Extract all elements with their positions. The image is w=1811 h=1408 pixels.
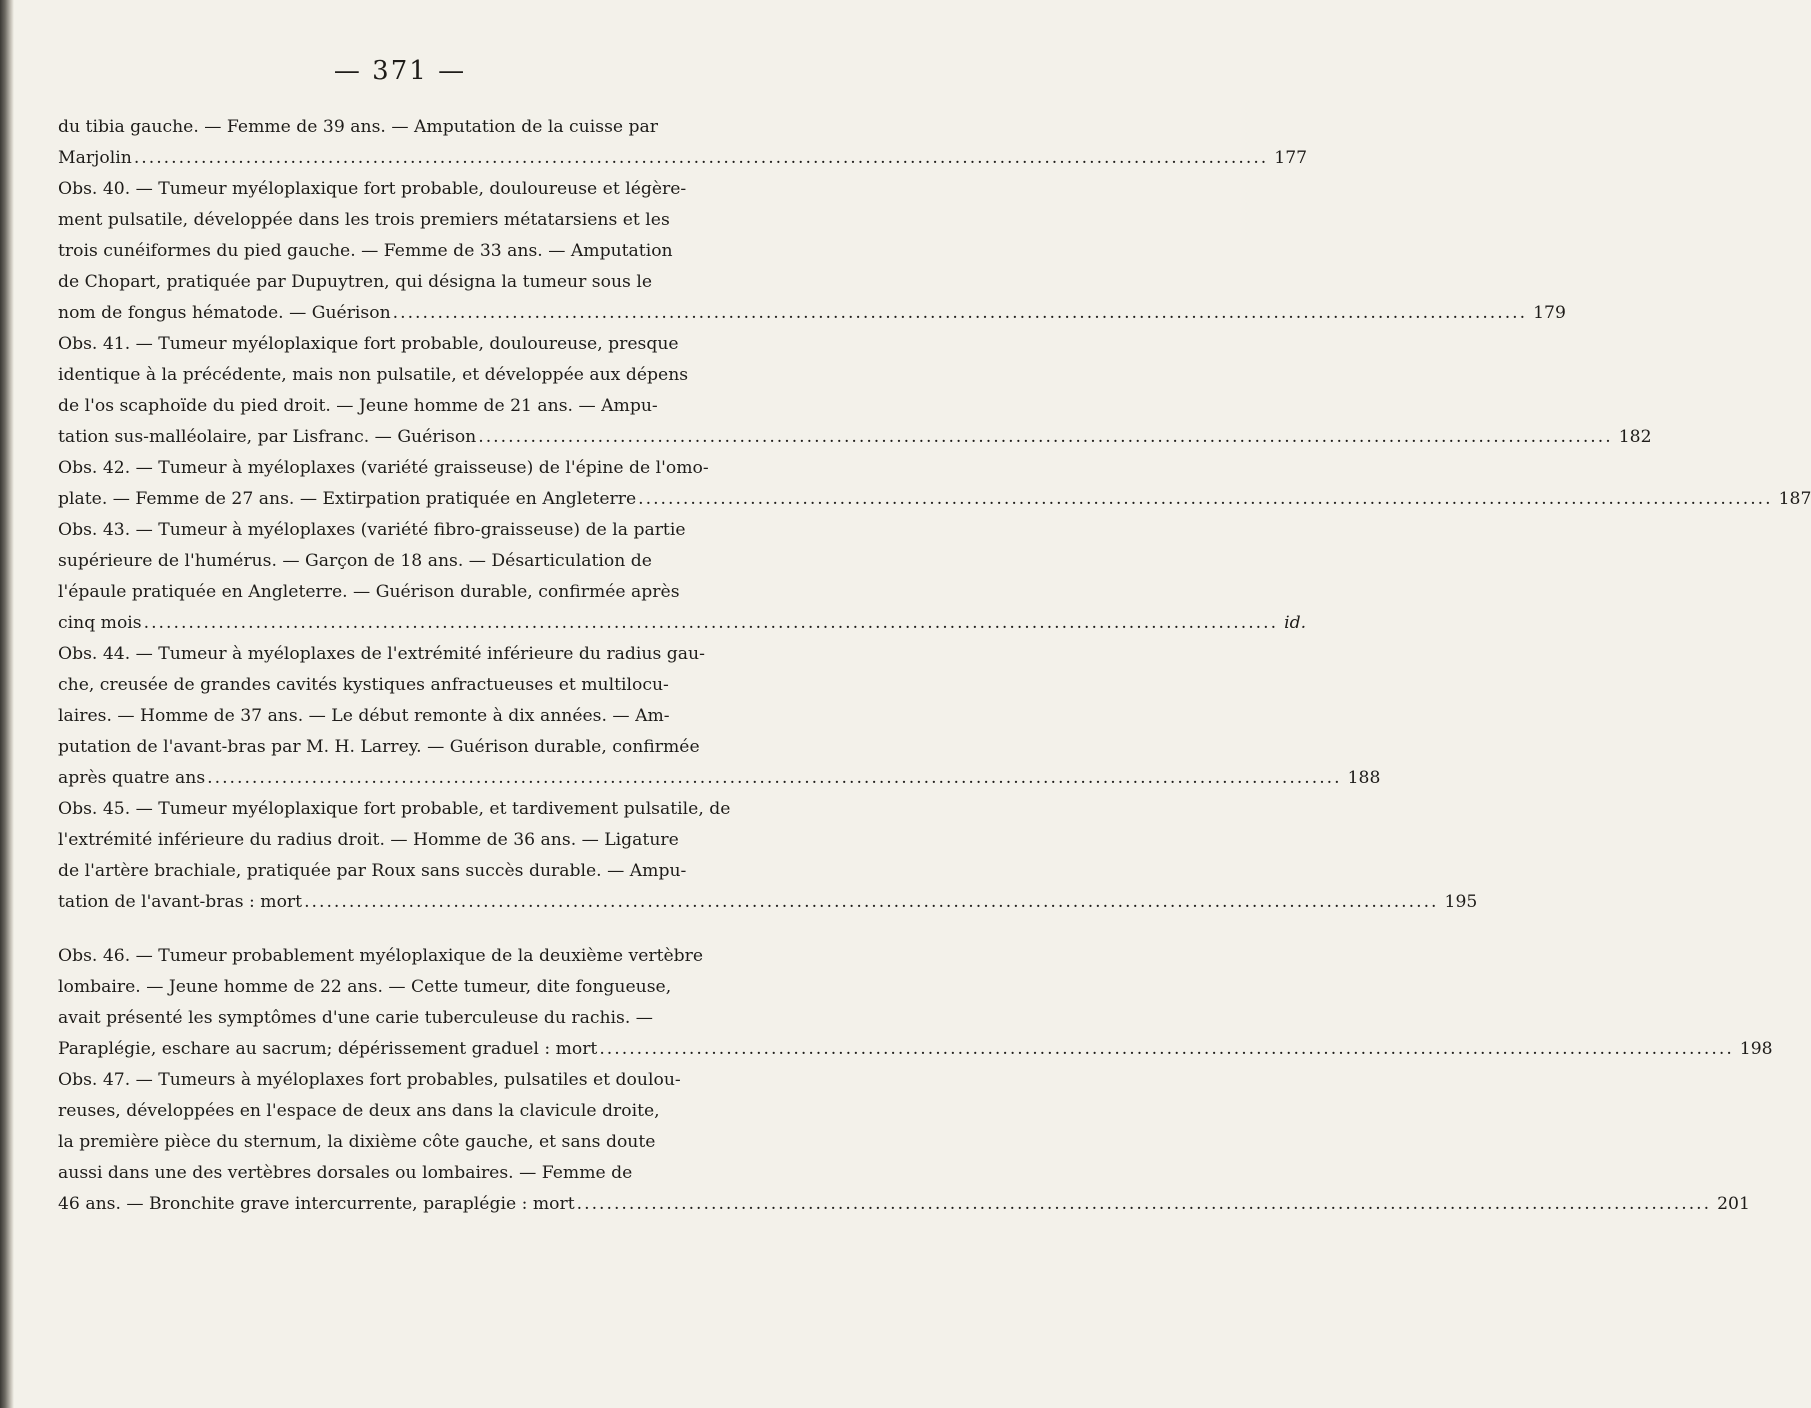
entry-line: supérieure de l'humérus. — Garçon de 18 ans. — Désarticulation de bbox=[58, 551, 652, 571]
entry-line: Obs. 47. — Tumeurs à myéloplaxes fort probables, pulsatiles et doulou- bbox=[58, 1070, 681, 1090]
entry-obs-43 bbox=[58, 515, 1307, 639]
entry-last-line bbox=[58, 422, 1652, 453]
leader-dots: ........................................................................................................................................................ bbox=[207, 768, 1342, 788]
entry-line: Obs. 44. — Tumeur à myéloplaxes de l'extrémité inférieure du radius gau- bbox=[58, 644, 705, 664]
entry-last-line bbox=[58, 608, 1307, 639]
page-reference: 195 bbox=[1444, 892, 1478, 912]
entry-line: la première pièce du sternum, la dixième côte gauche, et sans doute bbox=[58, 1132, 656, 1152]
entry-last-line bbox=[58, 1034, 1773, 1065]
entry-obs-42 bbox=[58, 453, 1811, 515]
entry-line: avait présenté les symptômes d'une carie tuberculeuse du rachis. — bbox=[58, 1008, 653, 1028]
leader-dots: ........................................................................................................................................................ bbox=[143, 613, 1279, 633]
entry-last-line bbox=[58, 887, 1478, 918]
entry-line: Marjolin bbox=[58, 148, 132, 168]
leader-dots: ........................................................................................................................................................ bbox=[576, 1194, 1712, 1214]
entry-line: aussi dans une des vertèbres dorsales ou lombaires. — Femme de bbox=[58, 1163, 633, 1183]
leader-dots: ........................................................................................................................................................ bbox=[599, 1039, 1734, 1059]
entry-line: nom de fongus hématode. — Guérison bbox=[58, 303, 391, 323]
entry-line: l'épaule pratiquée en Angleterre. — Guérison durable, confirmée après bbox=[58, 582, 680, 602]
entry-line: Obs. 42. — Tumeur à myéloplaxes (variété graisseuse) de l'épine de l'omo- bbox=[58, 458, 709, 478]
table-of-contents bbox=[58, 112, 1811, 1220]
entry-line: putation de l'avant-bras par M. H. Larrey. — Guérison durable, confirmée bbox=[58, 737, 700, 757]
page-reference: 179 bbox=[1533, 303, 1566, 323]
entry-obs-41 bbox=[58, 329, 1652, 453]
leader-dots: ........................................................................................................................................................ bbox=[133, 148, 1269, 168]
entry-line: Obs. 46. — Tumeur probablement myéloplaxique de la deuxième vertèbre bbox=[58, 946, 704, 966]
entry-last-line bbox=[58, 298, 1566, 329]
entry-line: trois cunéiformes du pied gauche. — Femme de 33 ans. — Amputation bbox=[58, 241, 673, 261]
entry-line: de l'artère brachiale, pratiquée par Roux sans succès durable. — Ampu- bbox=[58, 861, 687, 881]
entry-line: Obs. 43. — Tumeur à myéloplaxes (variété fibro-graisseuse) de la partie bbox=[58, 520, 686, 540]
entry-obs-40 bbox=[58, 174, 1566, 329]
page-reference: 187 bbox=[1778, 489, 1811, 509]
entry-last-line bbox=[58, 143, 1308, 174]
entry-line: après quatre ans bbox=[58, 768, 206, 788]
entry-line: tation sus-malléolaire, par Lisfranc. — Guérison bbox=[58, 427, 477, 447]
entry-line: Obs. 41. — Tumeur myéloplaxique fort probable, douloureuse, presque bbox=[58, 334, 679, 354]
entry-line: 46 ans. — Bronchite grave intercurrente, paraplégie : mort bbox=[58, 1194, 575, 1214]
leader-dots: ........................................................................................................................................................ bbox=[392, 303, 1528, 323]
entry-line: reuses, développées en l'espace de deux ans dans la clavicule droite, bbox=[58, 1101, 660, 1121]
leader-dots: ........................................................................................................................................................ bbox=[478, 427, 1613, 447]
page-reference: 188 bbox=[1347, 768, 1381, 788]
entry-obs-46 bbox=[58, 941, 1773, 1065]
page-reference: 201 bbox=[1717, 1194, 1750, 1214]
entry-line: plate. — Femme de 27 ans. — Extirpation pratiquée en Angleterre bbox=[58, 489, 637, 509]
leader-dots: ........................................................................................................................................................ bbox=[638, 489, 1773, 509]
entry-line: de l'os scaphoïde du pied droit. — Jeune homme de 21 ans. — Ampu- bbox=[58, 396, 658, 416]
entry-obs-39 bbox=[58, 112, 1308, 174]
entry-line: l'extrémité inférieure du radius droit. — Homme de 36 ans. — Ligature bbox=[58, 830, 679, 850]
page-reference: 177 bbox=[1274, 148, 1308, 168]
entry-last-line bbox=[58, 763, 1381, 794]
entry-line: lombaire. — Jeune homme de 22 ans. — Cette tumeur, dite fongueuse, bbox=[58, 977, 672, 997]
entry-line: cinq mois bbox=[58, 613, 142, 633]
entry-line: tation de l'avant-bras : mort bbox=[58, 892, 303, 912]
entry-obs-47 bbox=[58, 1065, 1750, 1220]
page-number: — 371 — bbox=[333, 56, 467, 86]
entry-line: Paraplégie, eschare au sacrum; dépérissement graduel : mort bbox=[58, 1039, 598, 1059]
entry-line: che, creusée de grandes cavités kystiques anfractueuses et multilocu- bbox=[58, 675, 669, 695]
entry-line: laires. — Homme de 37 ans. — Le début remonte à dix années. — Am- bbox=[58, 706, 670, 726]
book-binding-edge bbox=[0, 0, 14, 1408]
entry-obs-44 bbox=[58, 639, 1381, 794]
entry-obs-45 bbox=[58, 794, 1478, 918]
leader-dots: ........................................................................................................................................................ bbox=[304, 892, 1439, 912]
entry-line: ment pulsatile, développée dans les trois premiers métatarsiens et les bbox=[58, 210, 670, 230]
entry-last-line bbox=[58, 1189, 1750, 1220]
entry-line: de Chopart, pratiquée par Dupuytren, qui désigna la tumeur sous le bbox=[58, 272, 653, 292]
entry-line: Obs. 40. — Tumeur myéloplaxique fort probable, douloureuse et légère- bbox=[58, 179, 687, 199]
entry-line: Obs. 45. — Tumeur myéloplaxique fort probable, et tardivement pulsatile, de bbox=[58, 799, 731, 819]
entry-last-line bbox=[58, 484, 1811, 515]
page-reference: 182 bbox=[1618, 427, 1652, 447]
page-reference: 198 bbox=[1739, 1039, 1773, 1059]
page-reference: id. bbox=[1284, 613, 1307, 633]
entry-line: du tibia gauche. — Femme de 39 ans. — Amputation de la cuisse par bbox=[58, 117, 658, 137]
entry-line: identique à la précédente, mais non pulsatile, et développée aux dépens bbox=[58, 365, 689, 385]
